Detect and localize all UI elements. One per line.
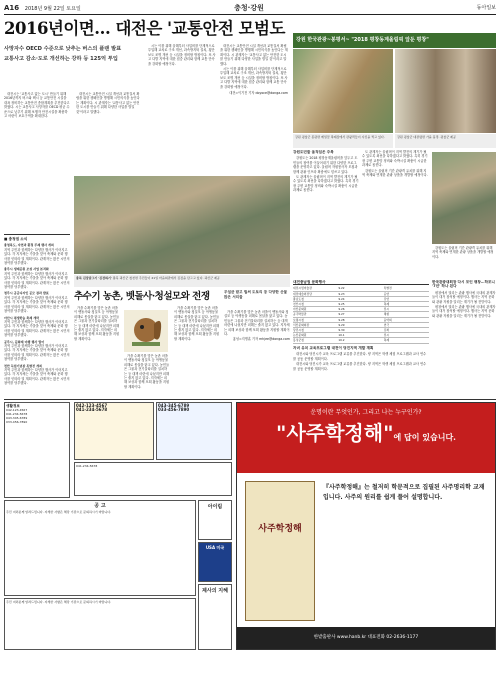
table-row: 아산문화원 9.26 전시 xyxy=(293,307,429,312)
feature-paragraph: 가을 수확기를 맞은 농촌 마을이 벳돌사와 청설모 등 야생동물 피해로 몸살을 앓고 있다. 농민들은 그물과 전기울타리를 설치하는 등 대책 마련에 나섰지만 피해는 줄지 않고 있다. 지자체는 피해 보상과 함께 포획 활동을 지원할 계획이다. xyxy=(74,306,120,341)
book-ad xyxy=(236,402,496,650)
lead-paragraph: 대전시는 '교통사고 없는 도시' 만들기 위해 2016년까지 버스와 택시 등 교통안전 시설을 대폭 정비하는 교통안전 종합계획을 추진한다고 밝혔다. 시는 교통사고 사망자를 OECD 평균 수준으로 낮추기 위해 보행자 안전시설을 확충하고 어린이 보호구역을 확대한다. xyxy=(4,92,70,119)
kimjang-photo xyxy=(74,176,290,274)
table-row: 서산문화회관 9.29 연극 xyxy=(293,323,429,328)
notice-body: 주민 여러분께 알려드립니다. 자세한 사항은 해당 기관으로 문의하시기 바랍니다. xyxy=(6,600,112,604)
lead-headline: 2016년이면… 대전은 '교통안전 모범도 xyxy=(4,19,285,38)
brief-item: 충주시 생태공원 조성 사업 본격화 xyxy=(4,267,49,272)
festival-photo xyxy=(293,49,393,133)
photo1-caption-title: 충북 김장담그기 '김장하기' xyxy=(76,276,112,280)
feature-body-a xyxy=(74,306,120,396)
table-row: 대전시립미술관 9.22 특별전 xyxy=(293,286,429,291)
landscape-photo xyxy=(395,49,496,133)
notice-title: 공 고 xyxy=(94,503,106,509)
issue-date: 2018년 9월 22일 토요일 xyxy=(24,6,81,12)
book-ad-question: 운명이란 무엇인가, 그리고 나는 누구인가? xyxy=(310,409,422,416)
notice-bottom xyxy=(4,598,196,650)
ad-divider xyxy=(4,399,496,400)
classified-phone: 042-123-4567 xyxy=(76,403,108,408)
phone-ad-a xyxy=(74,402,154,460)
right-mid-title: 강원도민들 움직임은 주목 xyxy=(293,150,334,154)
right-small-paragraph: 대전시와 당진시가 교육 프로그램 교류를 추진한다. 양 지역은 학생 체험 프로그램과 교사 연수를 공동 운영할 계획이다. xyxy=(293,362,427,371)
brief-item: 충청북도, 자연과 환경 주제 행사 개최 xyxy=(4,243,54,248)
table-row: 보령시청 9.28 음악회 xyxy=(293,318,429,323)
brief-column xyxy=(4,234,70,394)
brief-body: 지역 주민과 함께하는 다양한 행사가 이어지고 있다. 각 지자체는 가을을 맞아 축제와 문화 행사를 잇따라 열 계획이다. 관계자는 많은 시민의 참여를 당부했다. xyxy=(4,319,70,338)
squirrel-illustration-icon xyxy=(124,310,168,352)
lead-paragraph: 대전시는 교통안전 시설 개선과 교통질서 확립을 위한 캠페인을 병행해 시민의식을 높인다는 계획이다. 시 관계자는 '교통사고 없는 안전한 도시를 만들기 위해 다양한 사업을 벌일 것'이라고 말했다. xyxy=(76,92,140,114)
table-row: 홍성군청 10.2 축제 xyxy=(293,338,429,343)
book-ad-tail: 에 답이 있습니다. xyxy=(393,432,456,442)
feature-headline: 추수기 농촌, 벳돌사·청설모와 전쟁 xyxy=(74,291,210,302)
feature-paragraph: 가을 수확기를 맞은 농촌 마을이 벳돌사와 청설모 등 야생동물 피해로 몸살을 앓고 있다. 농민들은 그물과 전기울타리를 설치하는 등 대책 마련에 나섰지만 피해는 줄지 않고 있다. 지자체는 피해 보상과 함께 포획 활동을 지원할 계획이다. xyxy=(124,354,170,389)
right-small-paragraph: 대전시와 당진시가 교육 프로그램 교류를 추진한다. 양 지역은 학생 체험 프로그램과 교사 연수를 공동 운영할 계획이다. xyxy=(293,352,427,361)
table-row: 당진시청 9.30 강좌 xyxy=(293,328,429,333)
right-mid-paragraph: 도 관계자는 올림픽이 지역 발전의 계기가 될 수 있도록 최선을 다하겠다고 밝혔다. 특히 경기장 주변 교통망 정비와 숙박시설 확충이 시급한 과제로 꼽힌다. xyxy=(293,175,359,193)
brief-item: 청주시 공공디자인 공모 결과 발표 xyxy=(4,291,49,296)
crowd-photo xyxy=(432,152,496,244)
right-small-story xyxy=(432,280,496,380)
right-mid-col-c xyxy=(432,246,496,276)
brief-item: 공주시, 문화재 야행 행사 열어 xyxy=(4,339,45,344)
feature-byline: 홍성=지명훈 기자 mhjee@donga.com xyxy=(232,337,290,342)
right-mid-col-a xyxy=(293,150,359,276)
event-table xyxy=(293,280,429,344)
right-mid-paragraph: 도 관계자는 올림픽이 지역 발전의 계기가 될 수 있도록 최선을 다하겠다고 밝혔다. 특히 경기장 주변 교통망 정비와 숙박시설 확충이 시급한 과제로 꼽힌다. xyxy=(362,150,428,168)
right-small-title-2: 자녀 유치 교육프로그램 대전이 당진지역 개발 계획 xyxy=(293,346,374,350)
notice-body: 주민 여러분께 알려드립니다. 자세한 사항은 해당 기관으로 문의하시기 바랍니다. xyxy=(6,510,112,514)
book-ad-footer: 한밭출판사 www.hanb.kr 대표전화 02-2636-1177 xyxy=(237,627,495,649)
lead-paragraph: 시는 이를 위해 올해부터 사업비를 단계적으로 투입해 교차로 구조 개선, 과속방지턱 설치, 횡단보도 조명 개선 등 시설을 정비할 방침이다. 또 사고 다발 지역에 대한 집중 관리와 함께 교통 단속을 강화할 예정이다. xyxy=(220,67,288,89)
book-description: 『사주학정해』는 철저히 학문적으로 집필된 사주명리학 교재입니다. 사주의 원리를 쉽게 풀어 설명합니다. xyxy=(323,484,485,501)
right-headline: 강원 한국관광~봉평서~ "2018 평창동계올림픽 앞둔 평창" xyxy=(293,33,496,48)
table-row: 논산문화원 10.1 전시 xyxy=(293,333,429,338)
feature-paragraph: 가을 수확기를 맞은 농촌 마을이 벳돌사와 청설모 등 야생동물 피해로 몸살을 앓고 있다. 농민들은 그물과 전기울타리를 설치하는 등 대책 마련에 나섰지만 피해는 줄지 않고 있다. 지자체는 피해 보상과 함께 포획 활동을 지원할 계획이다. xyxy=(174,306,220,341)
book-ad-title: "사주학정해" xyxy=(276,421,394,445)
feature-body-b xyxy=(124,354,170,396)
classified-phone: 043-345-6789 xyxy=(6,416,28,420)
classified-phone: 033-456-7890 xyxy=(158,407,190,412)
classified-phone: 041-234-5678 xyxy=(6,412,28,416)
brief-body: 지역 주민과 함께하는 다양한 행사가 이어지고 있다. 각 지자체는 가을을 맞아 축제와 문화 행사를 잇따라 열 계획이다. 관계자는 많은 시민의 참여를 당부했다. xyxy=(4,247,70,266)
section-title: 충청·강원 xyxy=(234,4,264,12)
brief-item: 아산시 평생학습 축제 개막 xyxy=(4,315,40,320)
feature-illustration xyxy=(124,310,168,352)
right-mid-paragraph: 강원도는 2018 평창동계올림픽을 앞두고 도민들의 참여를 이끌어내기 위한 다양한 프로그램을 운영하고 있다. 올림픽 자원봉사자 모집과 함께 관광 인프라 확충에도 힘쓰고 있다. xyxy=(293,156,358,174)
brief-body: 지역 주민과 함께하는 다양한 행사가 이어지고 있다. 각 지자체는 가을을 맞아 축제와 문화 행사를 잇따라 열 계획이다. 관계자는 많은 시민의 참여를 당부했다. xyxy=(4,343,70,362)
small-ad-b: USA 미국 xyxy=(198,542,232,582)
feature-side-title: 무설균 밤고 벌써 도토리 등 다양한 산물 많은 서리들 xyxy=(224,290,288,299)
small-ad-a: 아이림 xyxy=(198,500,232,540)
right-mid-paragraph: 강원도는 올림픽 기간 관광객 유치를 위해 지역 축제와 연계한 관광 상품을 개발할 예정이다. xyxy=(362,168,428,178)
paper-name: 동아일보 xyxy=(476,5,496,11)
book-cover xyxy=(245,481,315,621)
right-small-title: 한국관광대회장 다시 모인 평창…하모니 '7년' 하나 된다 xyxy=(432,280,495,289)
brief-title: ■ 충청권 소식 xyxy=(4,237,28,241)
brief-item: 천안 독립기념관 특별전 개최 xyxy=(4,363,42,368)
feature-body-d xyxy=(224,310,290,396)
photo1-caption-text: 충북 괴산군 청천면 주민들이 21일 마을회관에서 김장을 담그고 있다. 괴산군 제공 xyxy=(112,276,220,280)
table-row: 충남도청 9.24 강연 xyxy=(293,297,429,302)
lead-body-a xyxy=(4,92,70,232)
table-row: 공주박물관 9.27 체험 xyxy=(293,312,429,317)
classified-phone: 041-234-5678 xyxy=(76,407,108,412)
lead-paragraph: 시는 이를 위해 올해부터 사업비를 단계적으로 투입해 교차로 구조 개선, 과속방지턱 설치, 횡단보도 조명 개선 등 시설을 정비할 방침이다. 또 사고 다발 지역에 대한 집중 관리와 함께 교통 단속을 강화할 예정이다. xyxy=(148,44,216,66)
phone-ad-b xyxy=(156,402,232,460)
right-small-paragraph: 평창에서 열리는 관광 행사에 국내외 관계자들이 대거 참석할 예정이다. 행사는 지역 문화와 관광 자원을 알리는 계기가 될 전망이다. xyxy=(432,305,496,318)
classified-ads xyxy=(4,402,70,498)
table-row: 대전예술의전당 9.23 공연 xyxy=(293,292,429,297)
brief-body: 지역 주민과 함께하는 다양한 행사가 이어지고 있다. 각 지자체는 가을을 맞아 축제와 문화 행사를 잇따라 열 계획이다. 관계자는 많은 시민의 참여를 당부했다. xyxy=(4,367,70,386)
small-ad-c: 제사의 지혜 xyxy=(198,584,232,650)
classified-phone: 042-123-4567 xyxy=(6,408,28,412)
classified-phone: 033-456-7890 xyxy=(6,420,28,424)
classified-title: 생활정보 xyxy=(6,404,20,408)
right-mid-col-b xyxy=(362,150,428,276)
lead-deck: 사망자수 OECD 수준으로 낮추는 버스의 플랜 발표 교통사고 감소·도로 개선하는 강하 등 125억 투입 xyxy=(4,46,122,62)
right-small-paragraph: 평창에서 열리는 관광 행사에 국내외 관계자들이 대거 참석할 예정이다. 행사는 지역 문화와 관광 자원을 알리는 계기가 될 전망이다. xyxy=(432,290,496,304)
right-caption-b: 강원 평창군 대관령면 가을 풍경. 평창군 제공 xyxy=(395,134,496,148)
feature-paragraph: 가을 수확기를 맞은 농촌 마을이 벳돌사와 청설모 등 야생동물 피해로 몸살을 앓고 있다. 농민들은 그물과 전기울타리를 설치하는 등 대책 마련에 나섰지만 피해는 줄지 않고 있다. 지자체는 피해 보상과 함께 포획 활동을 지원할 계획이다. xyxy=(224,310,290,337)
right-small-story-2 xyxy=(293,346,429,396)
brief-body: 지역 주민과 함께하는 다양한 행사가 이어지고 있다. 각 지자체는 가을을 맞아 축제와 문화 행사를 잇따라 열 계획이다. 관계자는 많은 시민의 참여를 당부했다. xyxy=(4,271,70,290)
book-cover-title: 사주학정해 xyxy=(258,524,302,534)
public-notice xyxy=(4,500,196,596)
realty-ad xyxy=(74,462,232,496)
lead-paragraph: 대전시는 교통안전 시설 개선과 교통질서 확립을 위한 캠페인을 병행해 시민의식을 높인다는 계획이다. 시 관계자는 '교통사고 없는 안전한 도시를 만들기 위해 다양한 사업을 벌일 것'이라고 말했다. xyxy=(220,44,288,66)
page-header xyxy=(4,2,496,15)
feature-body-c xyxy=(174,306,220,396)
table-row: 천안시청 9.25 축제 xyxy=(293,302,429,307)
lead-byline: 대전=이기진 기자 doyoce@donga.com xyxy=(229,91,288,96)
right-mid-paragraph: 강원도는 올림픽 기간 관광객 유치를 위해 지역 축제와 연계한 관광 상품을 개발할 예정이다. xyxy=(432,246,494,259)
classified-phone: 041-234-5678 xyxy=(76,464,98,468)
table-title: 대전충남권 문화행사 xyxy=(293,280,429,285)
brief-body: 지역 주민과 함께하는 다양한 행사가 이어지고 있다. 각 지자체는 가을을 맞아 축제와 문화 행사를 잇따라 열 계획이다. 관계자는 많은 시민의 참여를 당부했다. xyxy=(4,295,70,314)
page-number: A16 xyxy=(4,4,20,12)
classified-phone: 043-345-6789 xyxy=(158,403,190,408)
photo1-caption xyxy=(74,275,290,287)
right-caption-a: 강원 평창군 봉평면 메밀꽃 축제장에서 관광객들이 사진을 찍고 있다. xyxy=(293,134,393,148)
book-ad-banner xyxy=(237,403,495,473)
